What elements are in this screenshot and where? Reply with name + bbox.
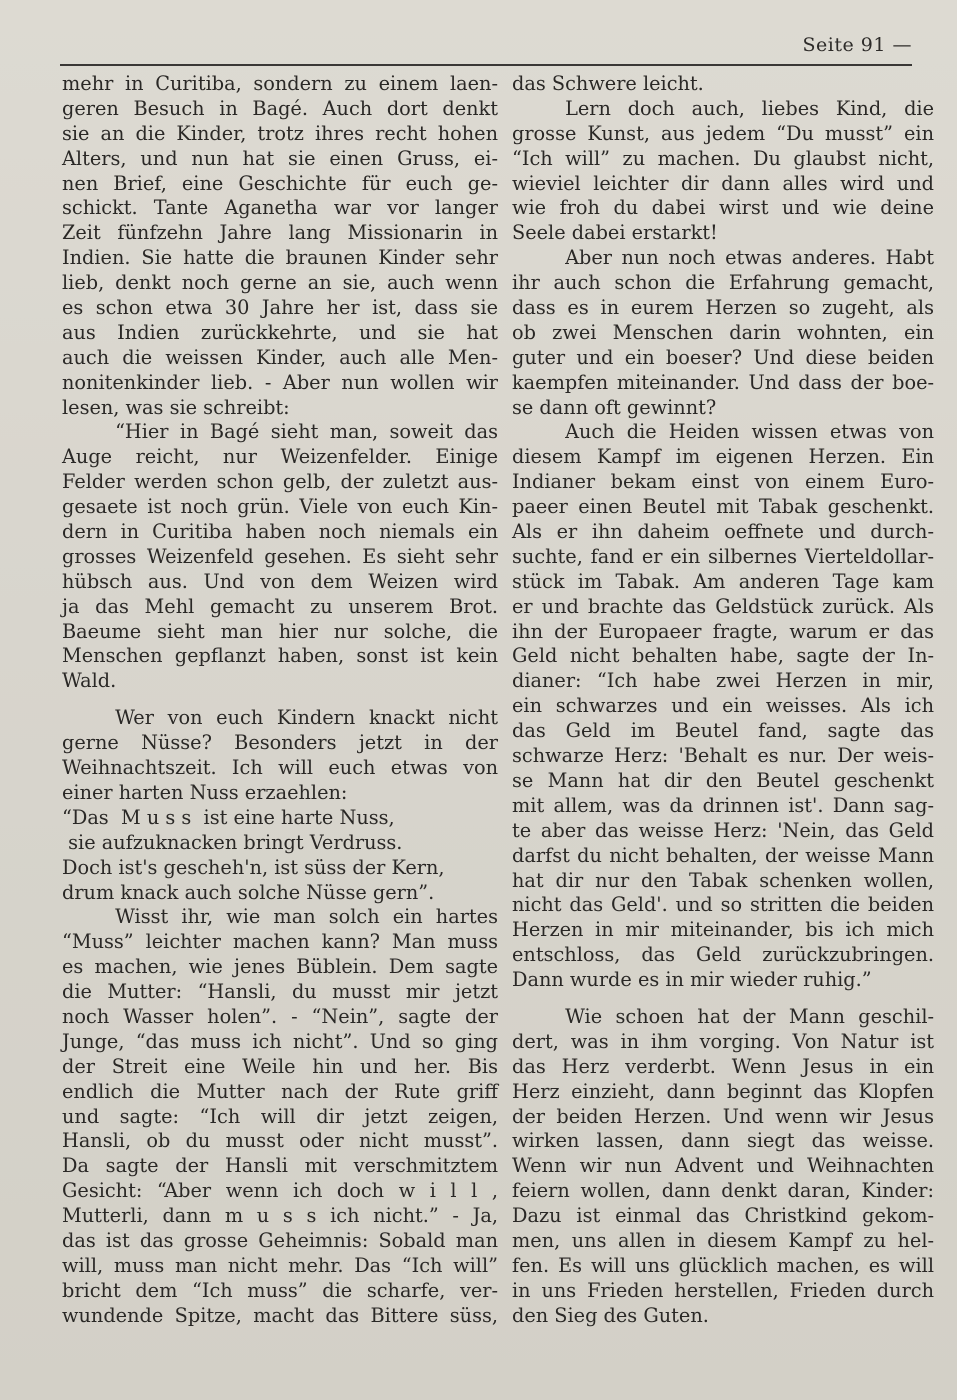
- text-line: sie an die Kinder, trotz ihres recht hohen: [62, 121, 498, 145]
- text-line: Da sagte der Hansli mit verschmitztem: [62, 1154, 498, 1178]
- text-line: Seele dabei erstarkt!: [512, 221, 718, 245]
- text-line: Wisst ihr, wie man solch ein hartes: [115, 905, 498, 929]
- text-line: Wer von euch Kindern knackt nicht: [115, 706, 498, 730]
- text-line: Hansli, ob du musst oder nicht musst”.: [62, 1129, 498, 1153]
- text-line: hübsch aus. Und von dem Weizen wird: [62, 569, 498, 593]
- text-line: das Schwere leicht.: [512, 72, 704, 95]
- text-line: schickt. Tante Aganetha war vor langer: [62, 196, 498, 220]
- text-line: kaempfen miteinander. Und dass der boe-: [512, 370, 934, 394]
- text-line: Aber nun noch etwas anderes. Habt: [565, 246, 934, 270]
- text-line: “Das M u s s ist eine harte Nuss,: [62, 805, 395, 829]
- text-line: Baeume sieht man hier nur solche, die: [62, 619, 498, 643]
- text-line: bricht dem “Ich muss” die scharfe, ver-: [62, 1278, 498, 1302]
- text-line: Alters, und nun hat sie einen Gruss, ei-: [62, 146, 498, 170]
- text-line: dert, was in ihm vorging. Von Natur ist: [512, 1029, 934, 1053]
- text-line: in uns Frieden herstellen, Frieden durch: [512, 1278, 934, 1302]
- text-line: der beiden Herzen. Und wenn wir Jesus: [512, 1104, 934, 1128]
- text-line: Herzen in mir miteinander, bis ich mich: [512, 918, 934, 942]
- text-line: ihr auch schon die Erfahrung gemacht,: [512, 271, 934, 295]
- text-line: wirken lassen, dann siegt das weisse.: [512, 1129, 934, 1153]
- text-line: nicht das Geld'. und so stritten die beiden: [512, 893, 934, 917]
- text-line: feiern wollen, dann denkt daran, Kinder:: [512, 1179, 934, 1203]
- text-line: men, uns allen in diesem Kampf zu hel-: [512, 1228, 934, 1252]
- text-line: drum knack auch solche Nüsse gern”.: [62, 880, 435, 904]
- text-line: Wie schoen hat der Mann geschil-: [565, 1004, 934, 1028]
- text-line: Indianer bekam einst von einem Euro-: [512, 470, 934, 494]
- text-line: grosses Weizenfeld gesehen. Es sieht sehr: [62, 544, 498, 568]
- text-line: Zeit fünfzehn Jahre lang Missionarin in: [62, 221, 498, 245]
- text-line: te aber das weisse Herz: 'Nein, das Geld: [512, 818, 934, 842]
- text-line: das ist das grosse Geheimnis: Sobald man: [62, 1228, 498, 1252]
- text-line: es machen, wie jenes Büblein. Dem sagte: [62, 955, 498, 979]
- text-line: endlich die Mutter nach der Rute griff: [62, 1079, 498, 1103]
- text-line: “Muss” leichter machen kann? Man muss: [62, 930, 498, 954]
- text-line: wie froh du dabei wirst und wie deine: [512, 196, 934, 220]
- text-line: es schon etwa 30 Jahre her ist, dass sie: [62, 296, 498, 320]
- text-line: dass es in eurem Herzen so zugeht, als: [512, 296, 934, 320]
- text-line: Junge, “das muss ich nicht”. Und so ging: [62, 1029, 498, 1053]
- text-line: ein schwarzes und ein weisses. Als ich: [512, 694, 934, 718]
- text-line: entschloss, das Geld zurückzubringen.: [512, 943, 934, 967]
- text-line: Dann wurde es in mir wieder ruhig.”: [512, 968, 872, 992]
- text-line: Auge reicht, nur Weizenfelder. Einige: [62, 445, 498, 469]
- text-line: ihn der Europaeer fragte, warum er das: [512, 619, 934, 643]
- text-line: gesaete ist noch grün. Viele von euch Kin-: [62, 495, 498, 519]
- text-line: Als er ihn daheim oeffnete und durch-: [512, 520, 934, 544]
- text-line: Doch ist's gescheh'n, ist süss der Kern,: [62, 855, 445, 879]
- text-line: paeer einen Beutel mit Tabak geschenkt.: [512, 495, 934, 519]
- text-line: grosse Kunst, aus jedem “Du musst” ein: [512, 121, 934, 145]
- page-number: Seite 91 —: [802, 34, 912, 56]
- header-rule: [60, 64, 912, 66]
- text-line: se dann oft gewinnt?: [512, 395, 717, 419]
- text-line: lesen, was sie schreibt:: [62, 395, 290, 419]
- text-line: Indien. Sie hatte die braunen Kinder sehr: [62, 246, 498, 270]
- text-line: mit allem, was da drinnen ist'. Dann sag-: [512, 793, 934, 817]
- paragraph-gap: [512, 993, 934, 1005]
- left-column: [62, 72, 498, 1329]
- text-line: und sagte: “Ich will dir jetzt zeigen,: [62, 1104, 498, 1128]
- text-line: Menschen gepflanzt haben, sonst ist kein: [62, 644, 498, 668]
- text-line: das Geld im Beutel fand, sagte das: [512, 719, 934, 743]
- paragraph-gap: [62, 694, 498, 706]
- text-line: fen. Es will uns glücklich machen, es will: [512, 1253, 934, 1277]
- text-line: Wenn wir nun Advent und Weihnachten: [512, 1154, 934, 1178]
- text-line: guter und ein boeser? Und diese beiden: [512, 345, 934, 369]
- text-line: einer harten Nuss erzaehlen:: [62, 780, 348, 804]
- text-line: Weihnachtszeit. Ich will euch etwas von: [62, 756, 498, 780]
- text-line: darfst du nicht behalten, der weisse Mann: [512, 843, 934, 867]
- text-line: der Streit eine Weile hin und her. Bis: [62, 1054, 498, 1078]
- text-line: den Sieg des Guten.: [512, 1303, 709, 1327]
- text-line: Auch die Heiden wissen etwas von: [565, 420, 934, 444]
- text-line: lieb, denkt noch gerne an sie, auch wenn: [62, 271, 498, 295]
- text-line: ja das Mehl gemacht zu unserem Brot.: [62, 594, 498, 618]
- text-line: suchte, fand er ein silbernes Vierteldollar-: [512, 544, 934, 568]
- text-line: nen Brief, eine Geschichte für euch ge-: [62, 171, 498, 195]
- text-line: nonitenkinder lieb. - Aber nun wollen wir: [62, 370, 498, 394]
- text-line: noch Wasser holen”. - “Nein”, sagte der: [62, 1004, 498, 1028]
- text-line: die Mutter: “Hansli, du musst mir jetzt: [62, 980, 498, 1004]
- text-line: wieviel leichter dir dann alles wird und: [512, 171, 934, 195]
- text-line: gerne Nüsse? Besonders jetzt in der: [62, 731, 498, 755]
- text-line: se Mann hat dir den Beutel geschenkt: [512, 768, 934, 792]
- text-line: Wald.: [62, 669, 117, 693]
- text-line: wundende Spitze, macht das Bittere süss,: [62, 1303, 498, 1327]
- text-line: will, muss man nicht mehr. Das “Ich will”: [62, 1253, 498, 1277]
- text-line: aus Indien zurückkehrte, und sie hat: [62, 320, 498, 344]
- text-line: sie aufzuknacken bringt Verdruss.: [62, 830, 403, 854]
- text-line: hat dir nur den Tabak schenken wollen,: [512, 868, 934, 892]
- text-line: “Hier in Bagé sieht man, soweit das: [115, 420, 498, 444]
- text-line: geren Besuch in Bagé. Auch dort denkt: [62, 96, 498, 120]
- text-line: Dazu ist einmal das Christkind gekom-: [512, 1204, 934, 1228]
- text-line: Lern doch auch, liebes Kind, die: [565, 96, 934, 120]
- text-line: ob zwei Menschen darin wohnten, ein: [512, 320, 934, 344]
- text-line: dern in Curitiba haben noch niemals ein: [62, 520, 498, 544]
- text-line: stück im Tabak. Am anderen Tage kam: [512, 569, 934, 593]
- text-line: “Ich will” zu machen. Du glaubst nicht,: [512, 146, 934, 170]
- text-line: Mutterli, dann m u s s ich nicht.” - Ja,: [62, 1204, 498, 1228]
- text-line: er und brachte das Geldstück zurück. Als: [512, 594, 934, 618]
- text-line: Felder werden schon gelb, der zuletzt aus-: [62, 470, 498, 494]
- text-line: Gesicht: “Aber wenn ich doch w i l l ,: [62, 1179, 498, 1203]
- right-column: [512, 72, 934, 1329]
- text-line: mehr in Curitiba, sondern zu einem laen-: [62, 72, 498, 95]
- page-header: [60, 30, 912, 66]
- text-line: Geld nicht behalten habe, sagte der In-: [512, 644, 934, 668]
- text-line: diesem Kampf im eigenen Herzen. Ein: [512, 445, 934, 469]
- text-line: schwarze Herz: 'Behalt es nur. Der weis-: [512, 744, 934, 768]
- text-line: das Herz verderbt. Wenn Jesus in ein: [512, 1054, 934, 1078]
- text-line: dianer: “Ich habe zwei Herzen in mir,: [512, 669, 934, 693]
- text-line: auch die weissen Kinder, auch alle Men-: [62, 345, 498, 369]
- text-line: Herz einzieht, dann beginnt das Klopfen: [512, 1079, 934, 1103]
